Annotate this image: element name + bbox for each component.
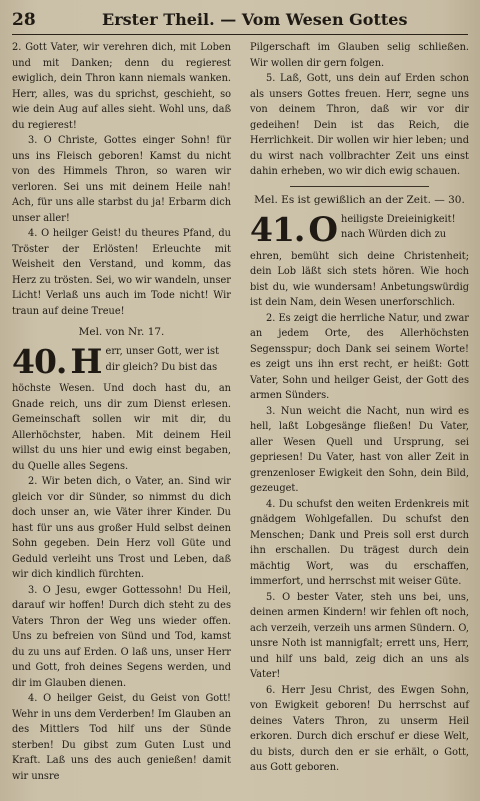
hymn-40-verse-1: höchste Wesen. Und doch hast du, an Gnade reich, uns dir zum Dienst erlesen. Gemeinschaft sollen wir mit dir, du Allerhöchster, haben. Mit deinem Heil willst du uns hier und ewig einst begaben, du Quelle alles Segens. (12, 383, 231, 472)
page-header (12, 10, 468, 35)
verse-4-continued: Pilgerschaft im Glauben selig schließen. Wir wollen dir gern folgen. (250, 42, 469, 69)
hymn-41-verse-1: ehren, bemüht sich deine Christenheit; dein Lob läßt sich stets hören. Wie hoch bist du, wie wundersam! Anbetungswürdig ist dein Nam, dein Wesen unerforschlich. (250, 250, 469, 308)
drop-cap-o: O (308, 209, 339, 250)
hymn-40-verse-4: 4. O heilger Geist, du Geist von Gott! Wehr in uns dem Verderben! Im Glauben an des Mittlers Tod hilf uns der Sünde sterben! Du gibst zum Guten Lust und Kraft. Laß uns des auch genießen! damit wir unsre (12, 693, 231, 782)
hymn-41-verse-4: 4. Du schufst den weiten Erdenkreis mit gnädgem Wohlgefallen. Du schufst den Menschen; Dank und Preis soll erst durch ihn erschallen. Du trägest durch dein mächtig Wort, was du erschaffen, immerfort, und herrschst mit weiser Güte. (250, 498, 469, 587)
melody-note-41: Mel. Es ist gewißlich an der Zeit. — 30. (254, 193, 465, 206)
verse-2-continued: 2. Gott Vater, wir verehren dich, mit Loben und mit Danken; denn du regierest ewiglich, dein Thron kann niemals wanken. Herr, alles, was du sprichst, geschieht, so wie dein Aug auf alles sieht. Wohl uns, daß du regierest! (12, 42, 231, 131)
hymn-40-verse-2: 2. Wir beten dich, o Vater, an. Sind wir gleich vor dir Sünder, so nimmst du dich doch unser an, wie Väter ihrer Kinder. Du hast für uns aus großer Huld selbst deinen Sohn gegeben. Dein Herz voll Güte und Geduld verleiht uns Trost und Leben, daß wir dich kindlich fürchten. (12, 476, 231, 580)
right-column (250, 40, 469, 776)
verse-4: 4. O heilger Geist! du theures Pfand, du Tröster der Erlösten! Erleuchte mit Weisheit den Verstand, und komm, das Herz zu trösten. Sei, wo wir wandeln, unser Licht! Verlaß uns auch im Tode nicht! Wir traun auf deine Treue! (12, 228, 231, 317)
verse-5: 5. Laß, Gott, uns dein auf Erden schon als unsers Gottes freuen. Herr, segne uns von deinem Thron, daß wir vor dir gedeihen! Dein ist das Reich, die Herrlichkeit. Dir wollen wir hier leben; und du wirst nach vollbrachter Zeit uns einst dahin erheben, wo wir dich ewig schauen. (250, 73, 469, 177)
hymn-41-heading (250, 211, 469, 249)
running-title: Erster Theil. — Vom Wesen Gottes (102, 10, 408, 29)
left-column (12, 40, 231, 784)
hymn-number-40: 40. (12, 342, 67, 381)
hymn-41-first-line: heiligste Dreieinigkeit! nach Würden dich zu (341, 213, 456, 240)
hymn-40-first-line: err, unser Gott, wer ist dir gleich? Du bist das (105, 346, 220, 373)
hymn-41-verse-3: 3. Nun weicht die Nacht, nun wird es hell, laßt Lobgesänge fließen! Du Vater, aller Wesen Quell und Ursprung, sei gepriesen! Du Vater, hast von aller Zeit in grenzenloser Ewigkeit den Sohn, dein Bild, gezeuget. (250, 405, 469, 494)
hymn-41-verse-2: 2. Es zeigt die herrliche Natur, und zwar an jedem Orte, des Allerhöchsten Segensspur; doch Dank sei seinem Worte! es zeigt uns ihn erst recht, er heißt: Gott Vater, Sohn und heilger Geist, der Gott des armen Sünders. (250, 312, 469, 401)
hymn-number-41: 41. (250, 209, 305, 249)
drop-cap-h: H (70, 342, 103, 382)
verse-3: 3. O Christe, Gottes einger Sohn! für uns ins Fleisch geboren! Kamst du nicht von des Himmels Thron, so waren wir verloren. Sei uns mit deinem Heile nah! Ach, für uns alle starbst du ja! Erbarm dich unser aller! (12, 135, 231, 224)
hymn-41-verse-6: 6. Herr Jesu Christ, des Ewgen Sohn, von Ewigkeit geboren! Du herrschst auf deines Vaters Thron, zu unserm Heil erkoren. Durch dich erschuf er diese Welt, du bists, durch den er sie erhält, o Gott, aus Gott geboren. (250, 684, 469, 773)
hymn-40-heading (12, 343, 231, 381)
hymn-41-verse-5: 5. O bester Vater, steh uns bei, uns, deinen armen Kindern! wir fehlen oft noch, ach verzeih, verzeih uns armen Sündern. O, unsre Noth ist mannigfalt; errett uns, Herr, und hilf uns bald, zeig dich an uns als Vater! (250, 591, 469, 680)
hymn-40-verse-3: 3. O Jesu, ewger Gottessohn! Du Heil, darauf wir hoffen! Durch dich steht zu des Vaters Thron der Weg uns wieder offen. Uns zu befreien von Sünd und Tod, kamst du zu uns auf Erden. O laß uns, unser Herr und Gott, froh deines Segens werden, und dir im Glauben dienen. (12, 584, 231, 689)
section-divider (290, 186, 429, 187)
melody-note-40: Mel. von Nr. 17. (78, 326, 165, 338)
page-number: 28 (12, 10, 36, 30)
